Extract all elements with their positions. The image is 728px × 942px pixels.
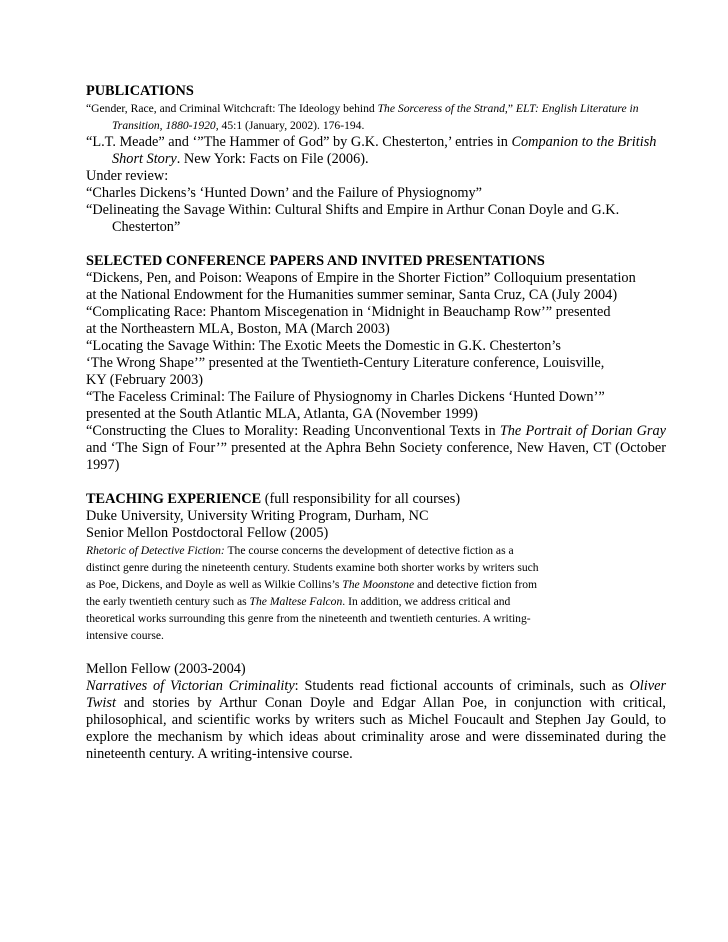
pub1-text-e: 45:1 (January, 2002). 176-194.	[218, 119, 365, 132]
conference-paper-1-line-1: “Dickens, Pen, and Poison: Weapons of Empire in the Shorter Fiction” Colloquium presentation	[86, 270, 636, 286]
teaching-heading: TEACHING EXPERIENCE	[86, 491, 262, 507]
pub2-text-a: “L.T. Meade” and ‘”The Hammer of God” by G.K. Chesterton,’ entries in	[86, 134, 512, 150]
course-1-line-5: theoretical works surrounding this genre from the nineteenth and twentieth centuries. A writing-	[86, 612, 531, 625]
course-1-line-6: intensive course.	[86, 629, 164, 642]
pub1-text-c: ”	[507, 102, 516, 115]
course-2-description	[86, 678, 666, 763]
under-review-label: Under review:	[86, 168, 169, 184]
publications-heading: PUBLICATIONS	[86, 83, 194, 99]
course-2-text-c: and stories by Arthur Conan Doyle and Edgar Allan Poe, in conjunction with critical, philosophical, and scientific works by writers such as Michel Foucault and Stephen Jay Gould, to explore the mechanism by which ideas about criminality arose and were disseminated during the nineteenth century. A writing-intensive course.	[86, 695, 666, 762]
conference-paper-3-line-3: KY (February 2003)	[86, 372, 203, 388]
conference-paper-2-line-1: “Complicating Race: Phantom Miscegenation in ‘Midnight in Beauchamp Row’” presented	[86, 304, 611, 320]
teaching-heading-line	[86, 491, 666, 508]
pub1-title: The Sorceress of the Strand,	[377, 102, 508, 115]
teaching-heading-note: (full responsibility for all courses)	[261, 491, 461, 507]
course-1-line-1	[86, 542, 666, 559]
conference-paper-3-line-2: ‘The Wrong Shape’” presented at the Twentieth-Century Literature conference, Louisville,	[86, 355, 605, 371]
teaching-institution: Duke University, University Writing Program, Durham, NC	[86, 508, 429, 524]
conf5-text-c: and ‘The Sign of Four’” presented at the Aphra Behn Society conference, New Haven, CT (October 1997)	[86, 440, 666, 473]
conference-paper-3-line-1: “Locating the Savage Within: The Exotic Meets the Domestic in G.K. Chesterton’s	[86, 338, 561, 354]
spacer	[86, 644, 666, 661]
conference-paper-4-line-2: presented at the South Atlantic MLA, Atlanta, GA (November 1999)	[86, 406, 478, 422]
course-1-description	[86, 542, 666, 644]
course-1-text: as Poe, Dickens, and Doyle as well as Wilkie Collins’s	[86, 578, 343, 591]
conf5-text-a: “Constructing the Clues to Morality: Reading Unconventional Texts in	[86, 423, 500, 439]
teaching-position-1: Senior Mellon Postdoctoral Fellow (2005)	[86, 525, 329, 541]
course-1-line-2: distinct genre during the nineteenth century. Students examine both shorter works by writers such	[86, 561, 539, 574]
course-2-text-a: : Students read fictional accounts of criminals, such as	[294, 678, 630, 694]
conference-heading: SELECTED CONFERENCE PAPERS AND INVITED PRESENTATIONS	[86, 253, 545, 269]
spacer	[86, 474, 666, 491]
course-1-text: the early twentieth century such as	[86, 595, 250, 608]
course-1-line-4	[86, 593, 666, 610]
course-1-text: The course concerns the development of detective fiction as a	[224, 544, 514, 557]
pub2-title: Companion to the British Short Story	[112, 134, 657, 167]
conference-paper-5	[86, 423, 666, 474]
conference-paper-2-line-2: at the Northeastern MLA, Boston, MA (March 2003)	[86, 321, 390, 337]
review-entry-1: “Charles Dickens’s ‘Hunted Down’ and the Failure of Physiognomy”	[86, 185, 482, 201]
pub1-journal: ELT: English Literature in Transition, 1880-1920,	[112, 102, 639, 132]
pub1-text-a: “Gender, Race, and Criminal Witchcraft: The Ideology behind	[86, 102, 378, 115]
publication-entry-2	[86, 134, 666, 168]
conf5-title: The Portrait of Dorian Gray	[499, 423, 666, 439]
course-1-text: and detective fiction from	[414, 578, 538, 591]
publication-entry-1	[86, 100, 666, 134]
course-2-title: Narratives of Victorian Criminality	[86, 678, 295, 694]
course-1-text: . In addition, we address critical and	[342, 595, 511, 608]
course-1-title: Rhetoric of Detective Fiction:	[86, 544, 225, 557]
course-1-book-title: The Maltese Falcon	[249, 595, 343, 608]
pub2-text-c: . New York: Facts on File (2006).	[176, 151, 369, 167]
review-entry-2: “Delineating the Savage Within: Cultural Shifts and Empire in Arthur Conan Doyle and G.K. Chesterton”	[86, 202, 620, 235]
course-1-book-title: The Moonstone	[342, 578, 415, 591]
conference-paper-1-line-2: at the National Endowment for the Humanities summer seminar, Santa Cruz, CA (July 2004)	[86, 287, 618, 303]
cv-page	[86, 83, 666, 763]
course-1-line-3	[86, 576, 666, 593]
spacer	[86, 236, 666, 253]
teaching-position-2: Mellon Fellow (2003-2004)	[86, 661, 246, 677]
course-2-book-title: Oliver Twist	[86, 678, 667, 711]
conference-paper-4-line-1: “The Faceless Criminal: The Failure of Physiognomy in Charles Dickens ‘Hunted Down’”	[86, 389, 605, 405]
